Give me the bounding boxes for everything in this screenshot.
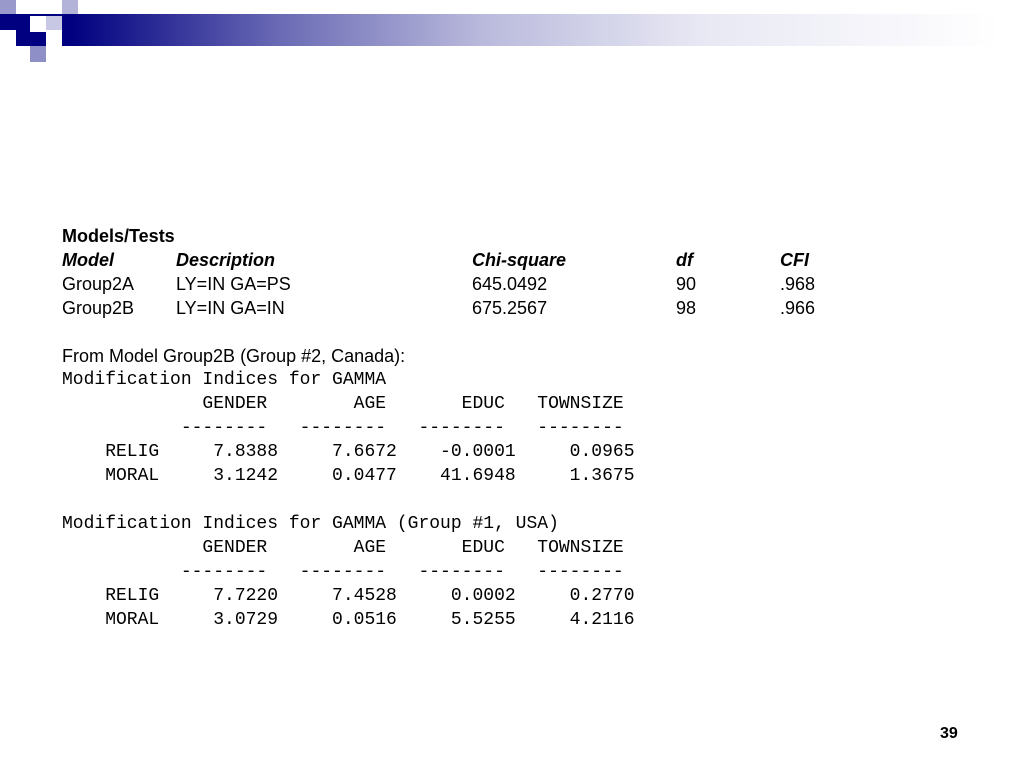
header-df: df [676,250,693,270]
header-square-decoration [46,30,62,46]
header-chi-square: Chi-square [472,250,567,270]
mi-usa-title: Modification Indices for GAMMA (Group #1, USA) [62,514,559,534]
mi-usa-divider: -------- -------- -------- -------- [62,562,624,582]
header-square-decoration [30,46,46,62]
mi-usa-header: GENDER AGE EDUC TOWNSIZE [62,538,624,558]
from-model-label: From Model Group2B (Group #2, Canada): [62,346,406,366]
header-square-decoration [14,16,30,32]
page-number: 39 [940,725,958,742]
spacer [62,320,635,344]
model-description: LY=IN GA=PS [176,274,291,294]
table-row [62,296,816,320]
mi-canada-divider: -------- -------- -------- -------- [62,418,624,438]
model-description: LY=IN GA=IN [176,298,285,318]
mi-canada-row-relig: RELIG 7.8388 7.6672 -0.0001 0.0965 [62,442,635,462]
model-chi-square: 645.0492 [472,274,548,294]
header-square-decoration [62,0,78,14]
mi-usa-row-moral: MORAL 3.0729 0.0516 5.5255 4.2116 [62,610,635,630]
model-name: Group2B [62,298,135,318]
mi-canada-header: GENDER AGE EDUC TOWNSIZE [62,394,624,414]
mi-usa-row-relig: RELIG 7.7220 7.4528 0.0002 0.2770 [62,586,635,606]
header-model: Model [62,250,114,270]
model-cfi: .966 [780,298,816,318]
model-df: 98 [676,298,697,318]
mi-canada-title: Modification Indices for GAMMA [62,370,387,390]
models-table-header [62,248,809,272]
slide-content [62,224,816,632]
mi-canada-row-moral: MORAL 3.1242 0.0477 41.6948 1.3675 [62,466,635,486]
table-row [62,272,816,296]
model-name: Group2A [62,274,135,294]
header-cfi: CFI [780,250,809,270]
header-description: Description [176,250,276,270]
spacer [62,488,635,512]
model-chi-square: 675.2567 [472,298,548,318]
header-square-decoration [0,0,16,14]
models-tests-title: Models/Tests [62,226,175,246]
header-square-decoration [30,16,46,32]
header-decoration-band [0,14,1024,46]
model-cfi: .968 [780,274,816,294]
model-df: 90 [676,274,697,294]
header-square-decoration [16,0,32,14]
header-square-decoration [0,30,16,46]
